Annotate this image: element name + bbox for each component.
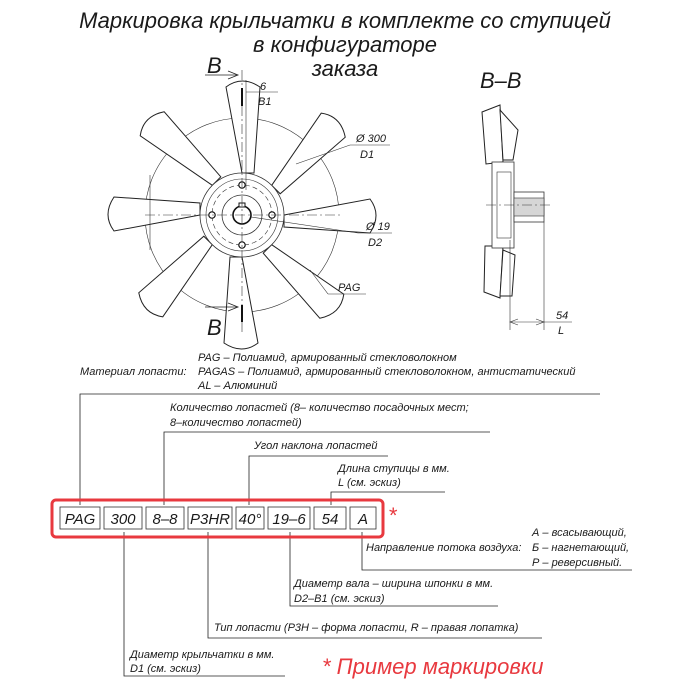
flow-p: Р – реверсивный.	[532, 557, 623, 569]
flow-a: А – всасывающий,	[532, 527, 627, 539]
code-box-material: PAG	[64, 511, 96, 528]
impeller-front-view	[108, 70, 392, 349]
material-prefix: Материал лопасти:	[80, 366, 187, 378]
example-star: *	[388, 503, 397, 528]
material-pagas: PAGAS – Полиамид, армированный стекловолокном, антистатический	[198, 366, 576, 378]
shaft-line-2: D2–B1 (см. эскиз)	[294, 593, 385, 605]
blade-type-label: Тип лопасти (P3H – форма лопасти, R – правая лопатка)	[214, 622, 519, 634]
section-mark-bottom: B	[207, 315, 222, 340]
code-box-flow: A	[357, 511, 369, 528]
code-box-angle: 40°	[238, 511, 262, 528]
blades-count-line-1: Количество лопастей (8– количество посадочных мест;	[170, 402, 469, 414]
code-box-blade-type: P3HR	[189, 511, 231, 528]
code-box-hub-length: 54	[321, 511, 339, 528]
dim-d300: Ø 300	[356, 133, 386, 145]
dim-d2: D2	[368, 237, 383, 249]
material-pag: PAG – Полиамид, армированный стекловолокном	[198, 352, 457, 364]
hub-length-line-1: Длина ступицы в мм.	[338, 463, 450, 475]
title-line-1: Маркировка крыльчатки в комплекте со ступицей	[79, 8, 611, 33]
flow-title: Направление потока воздуха:	[366, 542, 522, 554]
code-box-shaft: 19–6	[272, 511, 306, 528]
dim-b1: B1	[258, 96, 272, 108]
diameter-line-2: D1 (см. эскиз)	[130, 663, 201, 675]
dim-d1: D1	[360, 149, 375, 161]
label-pag: PAG	[338, 282, 361, 294]
dim-54: 54	[556, 310, 569, 322]
example-label: * Пример маркировки	[322, 654, 544, 679]
code-box-diameter: 300	[110, 511, 136, 528]
section-mark-top: B	[207, 53, 222, 78]
title-line-2: в конфигураторе	[252, 32, 438, 57]
impeller-section-view	[482, 105, 572, 330]
dim-6: 6	[260, 81, 267, 93]
section-view-title: B–B	[480, 68, 522, 93]
material-al: AL – Алюминий	[198, 380, 278, 392]
hub-length-line-2: L (см. эскиз)	[338, 477, 401, 489]
blade-angle-label: Угол наклона лопастей	[254, 440, 378, 452]
flow-b: Б – нагнетающий,	[532, 542, 630, 554]
title-line-3: заказа	[311, 56, 379, 81]
diameter-line-1: Диаметр крыльчатки в мм.	[130, 649, 275, 661]
code-box-blades: 8–8	[152, 511, 178, 528]
shaft-line-1: Диаметр вала – ширина шпонки в мм.	[294, 578, 494, 590]
blades-count-line-2: 8–количество лопастей)	[170, 417, 302, 429]
dim-l: L	[558, 325, 565, 337]
dim-d19: Ø 19	[366, 221, 390, 233]
